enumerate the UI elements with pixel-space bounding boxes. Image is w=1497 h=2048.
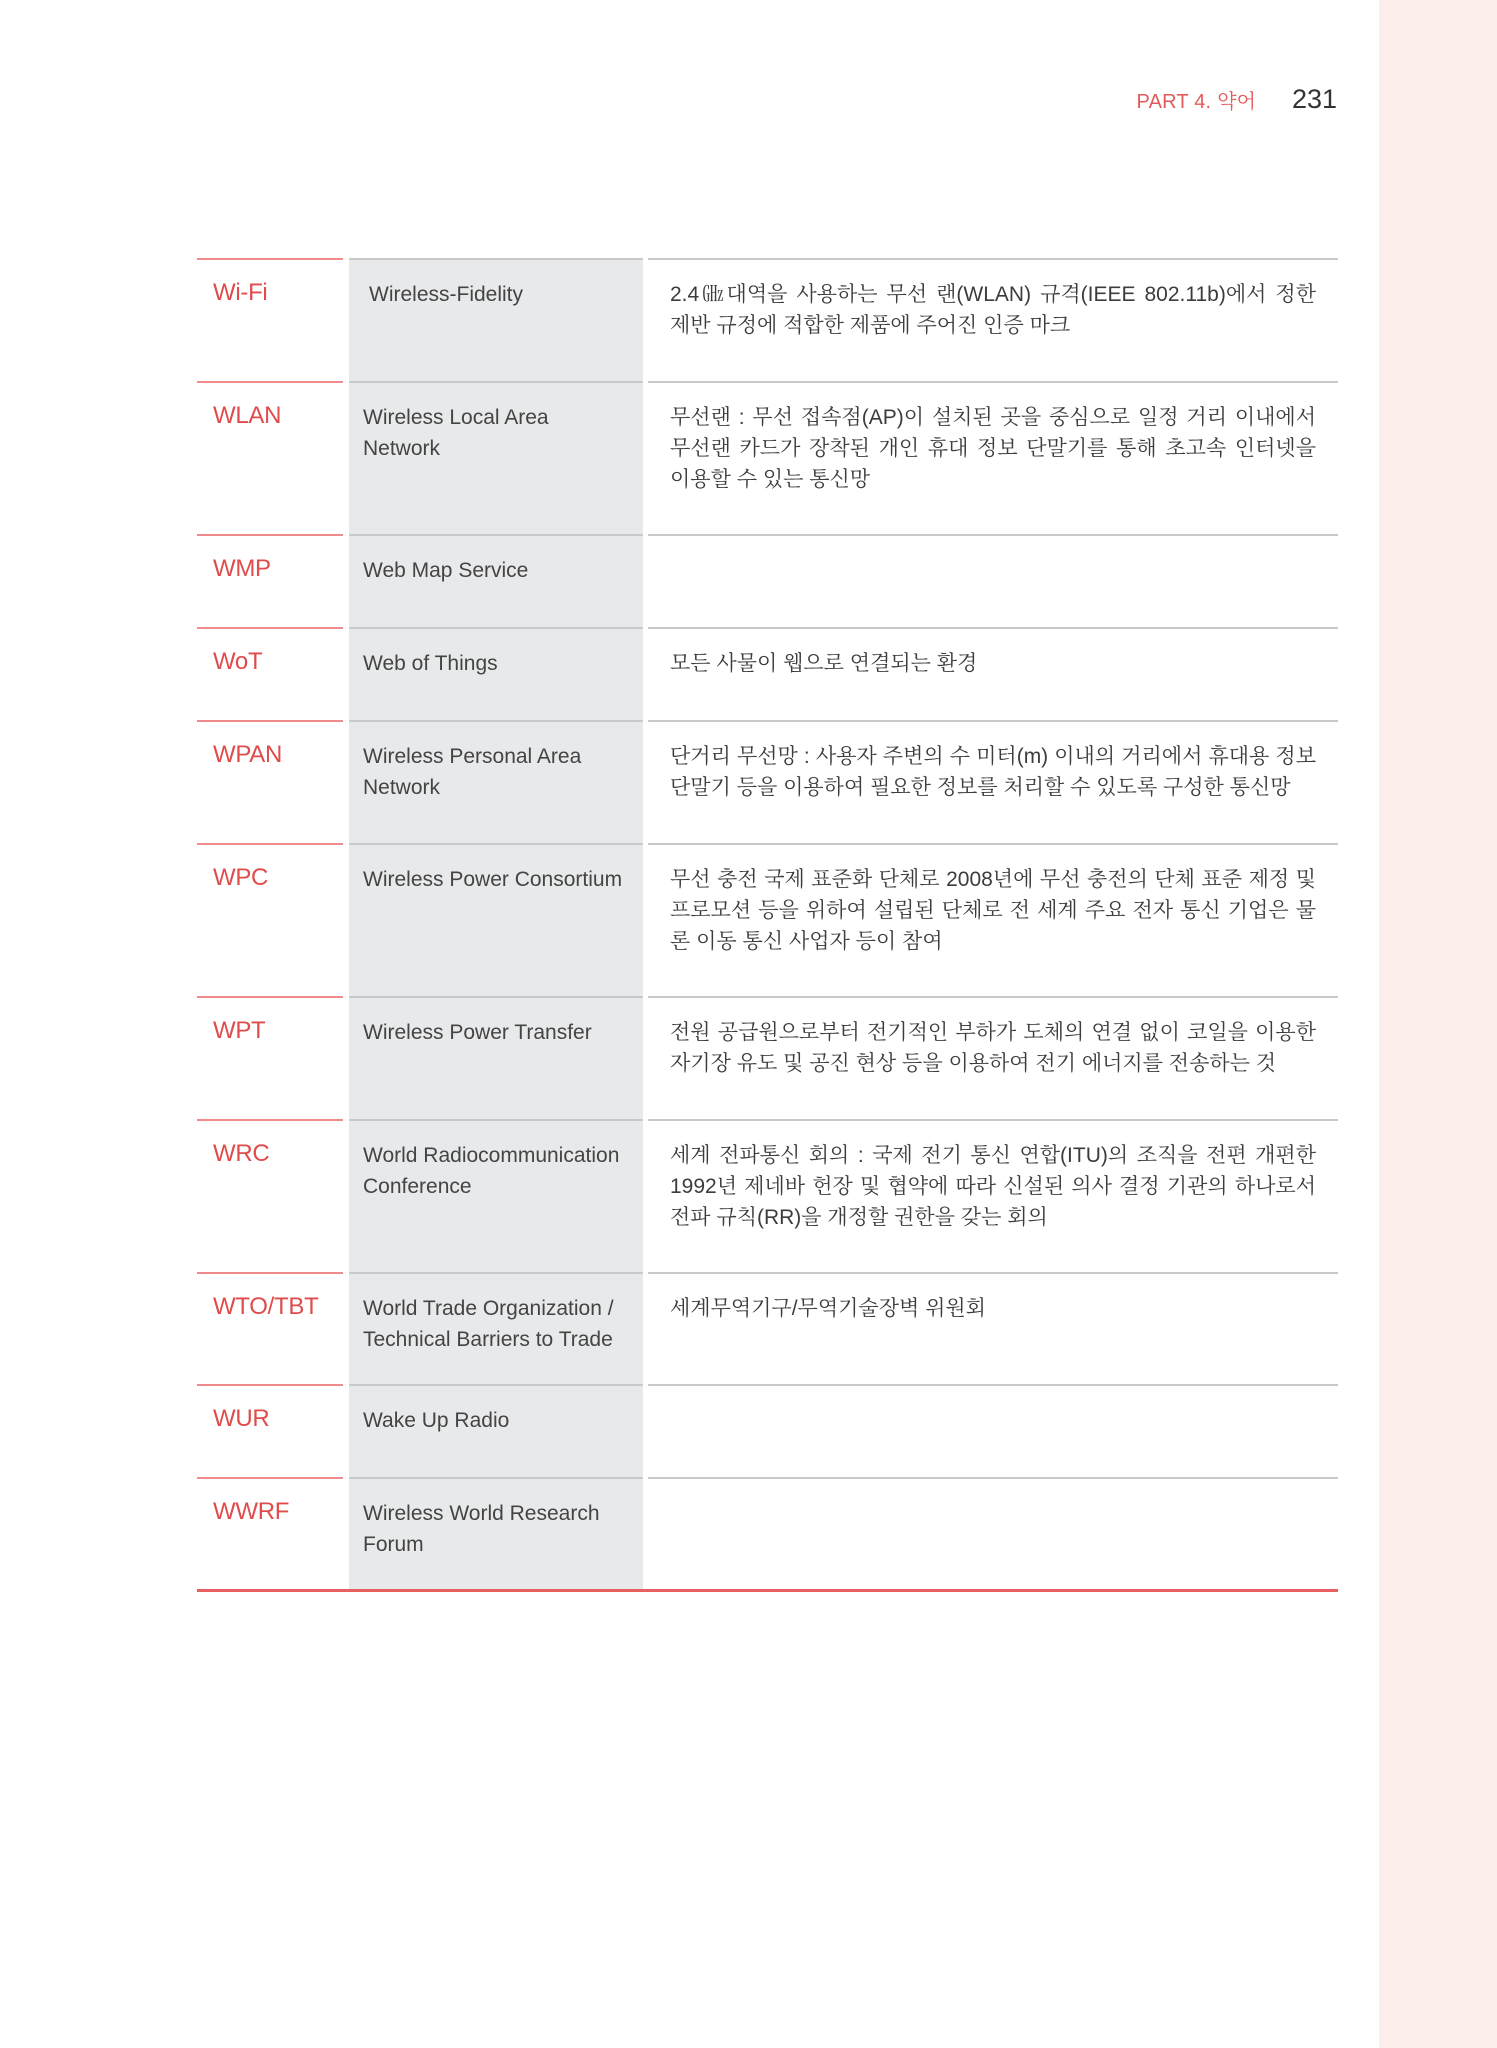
- full-term: Web of Things: [349, 627, 643, 720]
- table-row: [197, 1272, 1338, 1384]
- abbreviation: WPT: [197, 996, 343, 1119]
- full-term: World Trade Organization / Technical Barriers to Trade: [349, 1272, 643, 1384]
- full-term: Wireless Power Consortium: [349, 843, 643, 996]
- abbreviation: WLAN: [197, 381, 343, 534]
- description: 무선 충전 국제 표준화 단체로 2008년에 무선 충전의 단체 표준 제정 및 프로모션 등을 위하여 설립된 단체로 전 세계 주요 전자 통신 기업은 물론 이동 통신 사업자 등이 참여: [648, 843, 1338, 996]
- description: 전원 공급원으로부터 전기적인 부하가 도체의 연결 없이 코일을 이용한 자기장 유도 및 공진 현상 등을 이용하여 전기 에너지를 전송하는 것: [648, 996, 1338, 1119]
- abbreviation: WWRF: [197, 1477, 343, 1589]
- part-label: PART 4.: [1136, 91, 1212, 113]
- page-header: [1137, 84, 1337, 115]
- abbreviation: WMP: [197, 534, 343, 627]
- abbreviation: WRC: [197, 1119, 343, 1272]
- abbreviation: WUR: [197, 1384, 343, 1477]
- description: 세계무역기구/무역기술장벽 위원회: [648, 1272, 1338, 1384]
- table-row: [197, 627, 1338, 720]
- description: 단거리 무선망 : 사용자 주변의 수 미터(m) 이내의 거리에서 휴대용 정보 단말기 등을 이용하여 필요한 정보를 처리할 수 있도록 구성한 통신망: [648, 720, 1338, 843]
- full-term: Wireless World Research Forum: [349, 1477, 643, 1589]
- table-bottom-rule: [197, 1589, 1338, 1592]
- description: [648, 1477, 1338, 1589]
- full-term: Wireless-Fidelity: [349, 258, 643, 381]
- description: 세계 전파통신 회의 : 국제 전기 통신 연합(ITU)의 조직을 전편 개편한 1992년 제네바 헌장 및 협약에 따라 신설된 의사 결정 기관의 하나로서 전파 규칙(RR)을 개정할 권한을 갖는 회의: [648, 1119, 1338, 1272]
- description: 2.4㎓대역을 사용하는 무선 랜(WLAN) 규격(IEEE 802.11b)에서 정한 제반 규정에 적합한 제품에 주어진 인증 마크: [648, 258, 1338, 381]
- abbreviation: WPAN: [197, 720, 343, 843]
- full-term: Wake Up Radio: [349, 1384, 643, 1477]
- full-term: Wireless Power Transfer: [349, 996, 643, 1119]
- abbreviation-table: [197, 258, 1338, 1589]
- table-row: [197, 258, 1338, 381]
- full-term: Wireless Local Area Network: [349, 381, 643, 534]
- abbreviation: WPC: [197, 843, 343, 996]
- table-row: [197, 1384, 1338, 1477]
- table-row: [197, 996, 1338, 1119]
- table-row: [197, 720, 1338, 843]
- description: 모든 사물이 웹으로 연결되는 환경: [648, 627, 1338, 720]
- table-row: [197, 1119, 1338, 1272]
- abbreviation: WoT: [197, 627, 343, 720]
- table-row: [197, 1477, 1338, 1589]
- description: [648, 1384, 1338, 1477]
- description: [648, 534, 1338, 627]
- abbreviation: WTO/TBT: [197, 1272, 343, 1384]
- description: 무선랜 : 무선 접속점(AP)이 설치된 곳을 중심으로 일정 거리 이내에서 무선랜 카드가 장착된 개인 휴대 정보 단말기를 통해 초고속 인터넷을 이용할 수 있는 통신망: [648, 381, 1338, 534]
- table-row: [197, 381, 1338, 534]
- page-number: 231: [1291, 84, 1337, 114]
- full-term: World Radiocommunication Conference: [349, 1119, 643, 1272]
- table-row: [197, 534, 1338, 627]
- full-term: Web Map Service: [349, 534, 643, 627]
- table-row: [197, 843, 1338, 996]
- full-term: Wireless Personal Area Network: [349, 720, 643, 843]
- section-label: 약어: [1217, 91, 1256, 113]
- abbreviation: Wi-Fi: [197, 258, 343, 381]
- page-side-band: [1379, 0, 1497, 2048]
